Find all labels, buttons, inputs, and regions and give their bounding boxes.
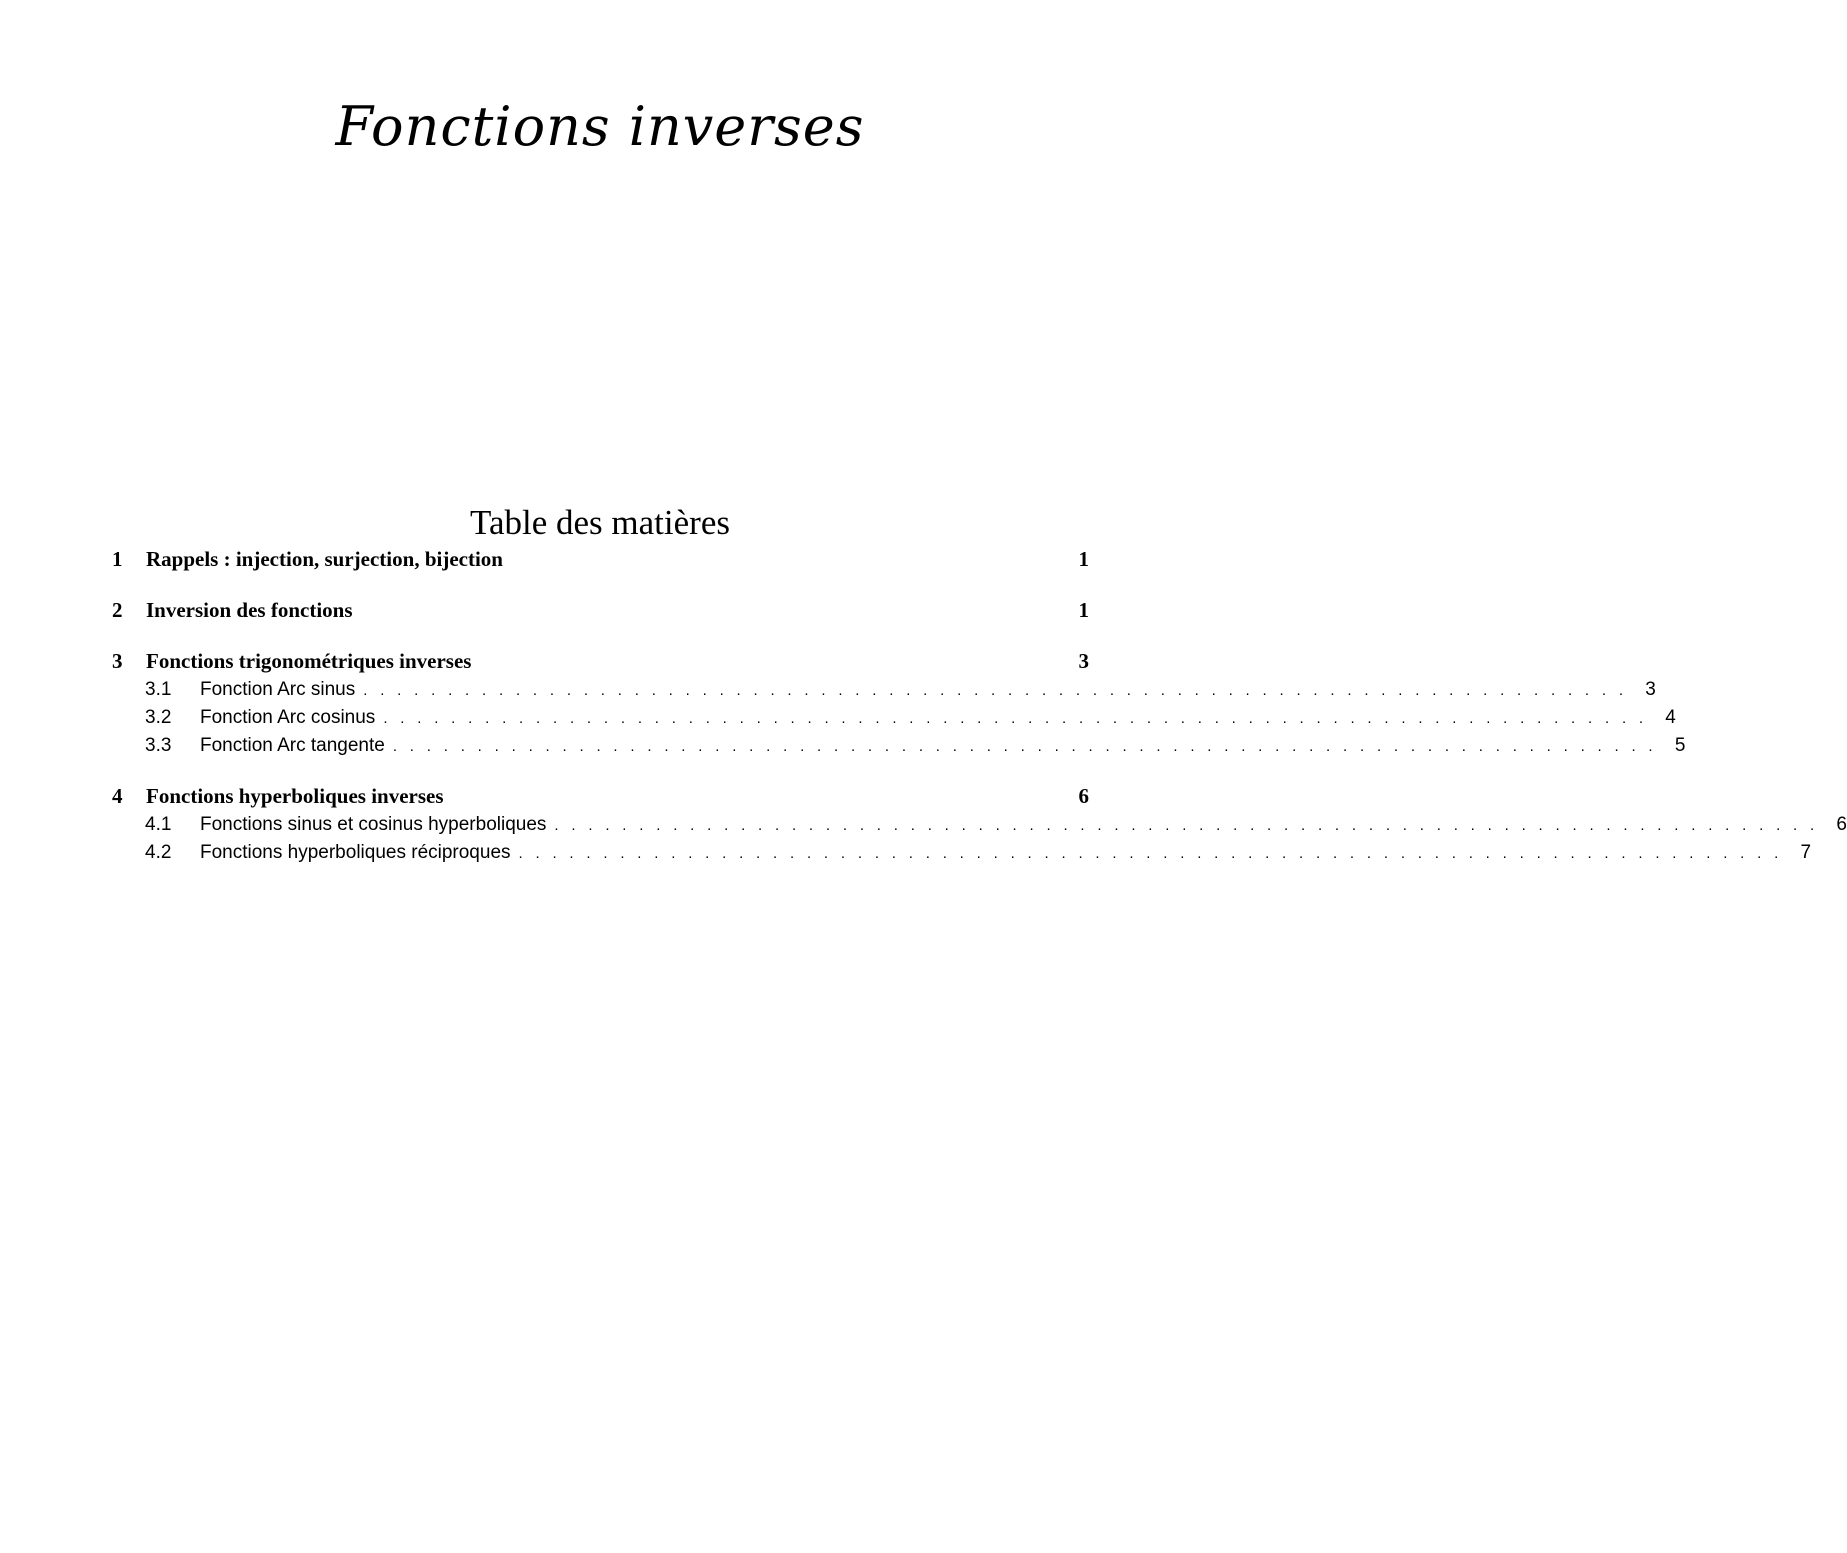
dot-leader: ...........................................................................: [363, 682, 1636, 699]
subsection-number: 3.3: [145, 735, 172, 756]
dot-leader: ...........................................................................: [554, 817, 1827, 834]
section-title: Rappels : injection, surjection, bijection: [146, 547, 503, 571]
dot-leader: ...........................................................................: [392, 738, 1666, 755]
subsection-title: Fonctions sinus et cosinus hyperboliques: [200, 814, 547, 835]
toc-subsection-entry[interactable]: [112, 839, 1812, 867]
toc-section-entry[interactable]: [112, 646, 1089, 676]
subsection-page-number: 4: [1665, 707, 1676, 728]
toc-section-entry[interactable]: [112, 781, 1089, 811]
subsection-page-number: 3: [1645, 679, 1656, 700]
toc-section-entry[interactable]: [112, 595, 1089, 625]
section-page-number: 1: [1078, 598, 1089, 622]
dot-leader: ...........................................................................: [383, 710, 1656, 727]
toc-section: [112, 544, 1089, 574]
section-page-number: 3: [1078, 649, 1089, 673]
section-page-number: 6: [1078, 784, 1089, 808]
section-number: 4: [112, 784, 123, 808]
subsection-number: 3.1: [145, 679, 172, 700]
toc-section: [112, 646, 1686, 760]
toc-subsection-entry[interactable]: [112, 732, 1686, 760]
subsection-page-number: 5: [1674, 735, 1686, 756]
subsection-title: Fonction Arc cosinus: [200, 707, 376, 728]
toc-section-entry[interactable]: [112, 544, 1089, 574]
subsection-title: Fonctions hyperboliques réciproques: [200, 842, 511, 863]
document-title: Fonctions inverses: [335, 95, 865, 158]
toc-subsection-entry[interactable]: [112, 704, 1676, 732]
table-of-contents: [112, 544, 1847, 888]
section-number: 2: [112, 598, 123, 622]
subsection-title: Fonction Arc sinus: [200, 679, 356, 700]
subsection-number: 4.2: [145, 842, 172, 863]
section-number: 1: [112, 547, 123, 571]
section-title: Fonctions trigonométriques inverses: [146, 649, 472, 673]
dot-leader: ...........................................................................: [518, 845, 1792, 862]
toc-heading: Table des matières: [470, 503, 730, 543]
subsection-page-number: 7: [1800, 842, 1812, 863]
toc-subsection-entry[interactable]: [112, 811, 1847, 839]
subsection-page-number: 6: [1836, 814, 1847, 835]
section-title: Inversion des fonctions: [146, 598, 353, 622]
subsection-number: 4.1: [145, 814, 172, 835]
section-number: 3: [112, 649, 123, 673]
toc-subsection-entry[interactable]: [112, 676, 1656, 704]
toc-section: [112, 781, 1847, 867]
section-title: Fonctions hyperboliques inverses: [146, 784, 444, 808]
section-page-number: 1: [1078, 547, 1089, 571]
subsection-title: Fonction Arc tangente: [200, 735, 385, 756]
toc-section: [112, 595, 1089, 625]
subsection-number: 3.2: [145, 707, 172, 728]
